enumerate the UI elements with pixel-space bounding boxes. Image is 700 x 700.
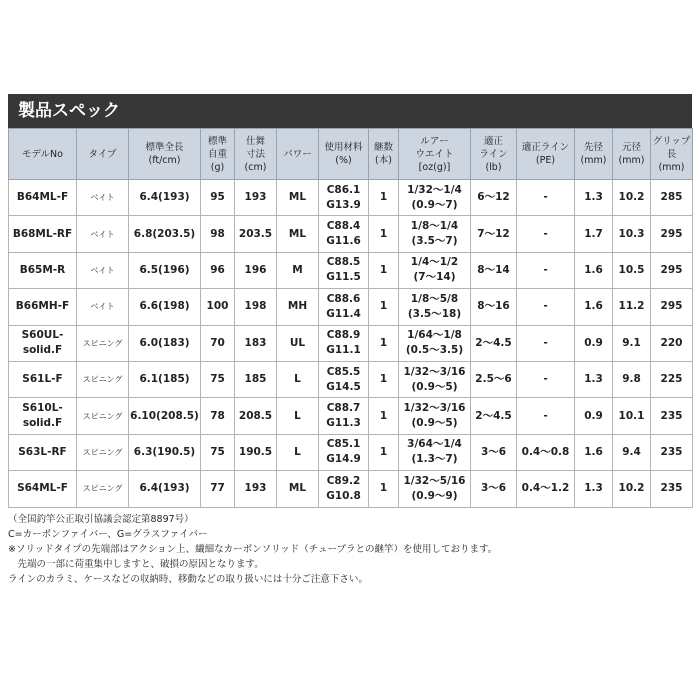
material-cell-line: G14.5 xyxy=(326,380,361,393)
lure-weight-cell xyxy=(399,434,471,470)
material-cell-line: C88.5 xyxy=(326,256,361,269)
pieces-cell: 1 xyxy=(369,471,399,507)
column-header xyxy=(235,129,277,180)
column-header xyxy=(399,129,471,180)
header-label: 長 xyxy=(666,148,677,160)
line-pe-cell: 0.4～1.2 xyxy=(517,471,575,507)
closed-length-cell: 183 xyxy=(235,325,277,361)
material-cell xyxy=(319,471,369,507)
power-cell: L xyxy=(277,398,319,434)
material-cell xyxy=(319,361,369,397)
header-label: グリップ xyxy=(652,135,691,147)
model-cell-line: S64ML-F xyxy=(17,482,68,495)
model-cell xyxy=(9,252,77,288)
butt-diameter-cell: 9.1 xyxy=(613,325,651,361)
footnote-line: ※ソリッドタイプの先端部はアクション上、繊細なカーボンソリッド（チューブラとの継竿）を使用しております。 xyxy=(8,544,498,555)
column-header xyxy=(77,129,129,180)
lure-weight-cell-line: (3.5～7) xyxy=(411,235,458,248)
header-label: (本) xyxy=(375,155,392,166)
material-cell-line: G11.3 xyxy=(326,417,361,430)
butt-diameter-cell: 10.2 xyxy=(613,471,651,507)
lure-weight-cell xyxy=(399,289,471,325)
type-cell: スピニング xyxy=(77,434,129,470)
length-cell: 6.8(203.5) xyxy=(129,216,201,252)
grip-length-cell: 235 xyxy=(651,434,693,470)
footnote-line: C=カーボンファイバー、G=グラスファイバー xyxy=(8,529,208,540)
power-cell: L xyxy=(277,434,319,470)
weight-cell: 77 xyxy=(201,471,235,507)
power-cell: L xyxy=(277,361,319,397)
butt-diameter-cell: 9.4 xyxy=(613,434,651,470)
tip-diameter-cell: 0.9 xyxy=(575,325,613,361)
type-cell: スピニング xyxy=(77,361,129,397)
lure-weight-cell-line: (0.9～5) xyxy=(411,417,458,430)
lure-weight-cell-line: (0.9～9) xyxy=(411,489,458,502)
lure-weight-cell-line: 1/8～5/8 xyxy=(410,292,459,305)
footnotes xyxy=(8,512,692,587)
table-row xyxy=(9,434,693,470)
lure-weight-cell-line: 1/8～1/4 xyxy=(410,220,459,233)
pieces-cell: 1 xyxy=(369,289,399,325)
header-label: (mm) xyxy=(658,161,685,173)
line-pe-cell: - xyxy=(517,325,575,361)
material-cell-line: C88.9 xyxy=(326,329,361,342)
closed-length-cell: 193 xyxy=(235,471,277,507)
header-label: [oz(g)] xyxy=(418,161,451,173)
pieces-cell: 1 xyxy=(369,216,399,252)
header-row xyxy=(9,129,693,180)
line-lb-cell: 2.5～6 xyxy=(471,361,517,397)
line-lb-cell: 8～14 xyxy=(471,252,517,288)
header-label: ルアー xyxy=(420,135,449,147)
grip-length-cell: 220 xyxy=(651,325,693,361)
header-label: 寸法 xyxy=(245,148,265,160)
weight-cell: 100 xyxy=(201,289,235,325)
weight-cell: 95 xyxy=(201,180,235,216)
spec-body xyxy=(9,180,693,508)
type-cell: ベイト xyxy=(77,216,129,252)
butt-diameter-cell: 11.2 xyxy=(613,289,651,325)
tip-diameter-cell: 1.3 xyxy=(575,361,613,397)
butt-diameter-cell: 10.1 xyxy=(613,398,651,434)
weight-cell: 96 xyxy=(201,252,235,288)
material-cell-line: C88.7 xyxy=(326,402,361,415)
model-cell xyxy=(9,180,77,216)
line-pe-cell: - xyxy=(517,398,575,434)
column-header xyxy=(613,129,651,180)
type-cell: ベイト xyxy=(77,289,129,325)
lure-weight-cell-line: 1/32～1/4 xyxy=(407,183,462,196)
tip-diameter-cell: 1.7 xyxy=(575,216,613,252)
column-header xyxy=(129,129,201,180)
model-cell-line: B64ML-F xyxy=(16,191,69,204)
tip-diameter-cell: 1.6 xyxy=(575,434,613,470)
lure-weight-cell-line: (7～14) xyxy=(413,271,456,284)
column-header xyxy=(651,129,693,180)
header-label: (g) xyxy=(210,161,225,173)
lure-weight-cell-line: 1/32～3/16 xyxy=(403,365,466,378)
header-label: モデルNo xyxy=(22,148,63,160)
model-cell-line: S610L- xyxy=(22,402,63,415)
line-pe-cell: - xyxy=(517,289,575,325)
table-row xyxy=(9,289,693,325)
lure-weight-cell xyxy=(399,180,471,216)
pieces-cell: 1 xyxy=(369,361,399,397)
model-cell-line: B65M-R xyxy=(19,263,66,276)
footnote-line: ラインのカラミ、ケースなどの収納時、移動などの取り扱いには十分ご注意下さい。 xyxy=(8,574,368,585)
model-cell xyxy=(9,216,77,252)
header-label: ライン xyxy=(479,148,508,160)
material-cell xyxy=(319,289,369,325)
lure-weight-cell-line: 1/32～5/16 xyxy=(403,474,466,487)
butt-diameter-cell: 9.8 xyxy=(613,361,651,397)
header-label: 標準 xyxy=(207,135,227,147)
length-cell: 6.3(190.5) xyxy=(129,434,201,470)
header-label: ウエイト xyxy=(415,148,454,160)
model-cell-line: solid.F xyxy=(22,417,63,430)
model-cell xyxy=(9,471,77,507)
lure-weight-cell-line: 1/32～3/16 xyxy=(403,402,466,415)
header-label: (ft/cm) xyxy=(148,155,181,166)
power-cell: ML xyxy=(277,471,319,507)
header-label: 継数 xyxy=(373,142,393,153)
tip-diameter-cell: 1.3 xyxy=(575,471,613,507)
power-cell: M xyxy=(277,252,319,288)
closed-length-cell: 193 xyxy=(235,180,277,216)
weight-cell: 98 xyxy=(201,216,235,252)
model-cell-line: B66MH-F xyxy=(15,300,70,313)
spec-table xyxy=(8,128,693,508)
material-cell-line: G13.9 xyxy=(326,198,361,211)
line-lb-cell: 2～4.5 xyxy=(471,325,517,361)
grip-length-cell: 295 xyxy=(651,252,693,288)
header-label: (cm) xyxy=(244,161,267,173)
header-label: (mm) xyxy=(580,155,607,166)
model-cell xyxy=(9,398,77,434)
grip-length-cell: 285 xyxy=(651,180,693,216)
length-cell: 6.5(196) xyxy=(129,252,201,288)
tip-diameter-cell: 1.6 xyxy=(575,252,613,288)
table-row xyxy=(9,471,693,507)
material-cell-line: C89.2 xyxy=(326,474,361,487)
model-cell-line: B68ML-RF xyxy=(12,227,73,240)
line-lb-cell: 3～6 xyxy=(471,471,517,507)
material-cell-line: C85.5 xyxy=(326,365,361,378)
header-label: (PE) xyxy=(535,155,556,166)
pieces-cell: 1 xyxy=(369,398,399,434)
butt-diameter-cell: 10.5 xyxy=(613,252,651,288)
line-lb-cell: 7～12 xyxy=(471,216,517,252)
material-cell-line: C88.4 xyxy=(326,220,361,233)
header-label: 自重 xyxy=(207,148,227,160)
grip-length-cell: 235 xyxy=(651,471,693,507)
table-row xyxy=(9,252,693,288)
column-header xyxy=(277,129,319,180)
table-row xyxy=(9,216,693,252)
power-cell: ML xyxy=(277,216,319,252)
line-pe-cell: - xyxy=(517,252,575,288)
model-cell-line: S63L-RF xyxy=(18,445,67,458)
material-cell-line: G10.8 xyxy=(326,489,361,502)
lure-weight-cell xyxy=(399,471,471,507)
header-label: パワー xyxy=(283,148,312,160)
column-header xyxy=(319,129,369,180)
lure-weight-cell-line: (1.3～7) xyxy=(411,453,458,466)
type-cell: スピニング xyxy=(77,325,129,361)
lure-weight-cell-line: 3/64～1/4 xyxy=(407,438,462,451)
lure-weight-cell-line: (0.5～3.5) xyxy=(405,344,464,357)
lure-weight-cell-line: (3.5～18) xyxy=(407,307,462,320)
material-cell-line: C85.1 xyxy=(326,438,361,451)
grip-length-cell: 295 xyxy=(651,216,693,252)
length-cell: 6.0(183) xyxy=(129,325,201,361)
lure-weight-cell xyxy=(399,325,471,361)
power-cell: ML xyxy=(277,180,319,216)
column-header xyxy=(471,129,517,180)
model-cell-line: S61L-F xyxy=(22,373,63,386)
material-cell-line: G11.5 xyxy=(326,271,361,284)
power-cell: MH xyxy=(277,289,319,325)
column-header xyxy=(9,129,77,180)
material-cell-line: C86.1 xyxy=(326,183,361,196)
pieces-cell: 1 xyxy=(369,252,399,288)
column-header xyxy=(517,129,575,180)
pieces-cell: 1 xyxy=(369,180,399,216)
table-row xyxy=(9,180,693,216)
material-cell-line: G14.9 xyxy=(326,453,361,466)
tip-diameter-cell: 1.6 xyxy=(575,289,613,325)
weight-cell: 75 xyxy=(201,434,235,470)
line-pe-cell: - xyxy=(517,216,575,252)
model-cell-line: S60UL- xyxy=(21,329,64,342)
line-lb-cell: 6～12 xyxy=(471,180,517,216)
material-cell-line: G11.4 xyxy=(326,307,361,320)
column-header xyxy=(369,129,399,180)
model-cell xyxy=(9,361,77,397)
header-label: 仕舞 xyxy=(245,135,265,147)
power-cell: UL xyxy=(277,325,319,361)
pieces-cell: 1 xyxy=(369,434,399,470)
lure-weight-cell-line: 1/4～1/2 xyxy=(410,256,459,269)
material-cell xyxy=(319,180,369,216)
type-cell: ベイト xyxy=(77,252,129,288)
material-cell-line: G11.1 xyxy=(326,344,361,357)
header-label: 使用材料 xyxy=(324,142,363,153)
table-row xyxy=(9,361,693,397)
material-cell xyxy=(319,325,369,361)
section-title: 製品スペック xyxy=(8,94,692,128)
type-cell: スピニング xyxy=(77,398,129,434)
footnote-line: 先端の一部に荷重集中しますと、破損の原因となります。 xyxy=(8,559,264,570)
type-cell: スピニング xyxy=(77,471,129,507)
lure-weight-cell xyxy=(399,398,471,434)
model-cell xyxy=(9,434,77,470)
lure-weight-cell-line: 1/64～1/8 xyxy=(407,329,462,342)
material-cell xyxy=(319,252,369,288)
model-cell-line: solid.F xyxy=(22,344,63,357)
butt-diameter-cell: 10.2 xyxy=(613,180,651,216)
closed-length-cell: 190.5 xyxy=(235,434,277,470)
length-cell: 6.1(185) xyxy=(129,361,201,397)
grip-length-cell: 225 xyxy=(651,361,693,397)
grip-length-cell: 235 xyxy=(651,398,693,434)
line-lb-cell: 3～6 xyxy=(471,434,517,470)
line-lb-cell: 8～16 xyxy=(471,289,517,325)
weight-cell: 75 xyxy=(201,361,235,397)
material-cell xyxy=(319,434,369,470)
material-cell-line: C88.6 xyxy=(326,292,361,305)
material-cell xyxy=(319,216,369,252)
closed-length-cell: 203.5 xyxy=(235,216,277,252)
closed-length-cell: 198 xyxy=(235,289,277,325)
closed-length-cell: 185 xyxy=(235,361,277,397)
column-header xyxy=(575,129,613,180)
lure-weight-cell xyxy=(399,361,471,397)
line-pe-cell: 0.4～0.8 xyxy=(517,434,575,470)
weight-cell: 70 xyxy=(201,325,235,361)
header-label: 適正ライン xyxy=(521,142,570,153)
header-label: 標準全長 xyxy=(145,142,184,153)
tip-diameter-cell: 1.3 xyxy=(575,180,613,216)
type-cell: ベイト xyxy=(77,180,129,216)
butt-diameter-cell: 10.3 xyxy=(613,216,651,252)
table-row xyxy=(9,325,693,361)
column-header xyxy=(201,129,235,180)
weight-cell: 78 xyxy=(201,398,235,434)
length-cell: 6.6(198) xyxy=(129,289,201,325)
lure-weight-cell xyxy=(399,216,471,252)
closed-length-cell: 196 xyxy=(235,252,277,288)
length-cell: 6.10(208.5) xyxy=(129,398,201,434)
lure-weight-cell-line: (0.9～7) xyxy=(411,198,458,211)
tip-diameter-cell: 0.9 xyxy=(575,398,613,434)
header-label: 適正 xyxy=(483,135,503,147)
header-label: 先径 xyxy=(583,142,603,153)
header-label: 元径 xyxy=(621,142,641,153)
model-cell xyxy=(9,325,77,361)
line-lb-cell: 2～4.5 xyxy=(471,398,517,434)
lure-weight-cell xyxy=(399,252,471,288)
grip-length-cell: 295 xyxy=(651,289,693,325)
line-pe-cell: - xyxy=(517,361,575,397)
table-row xyxy=(9,398,693,434)
header-label: (mm) xyxy=(618,155,645,166)
material-cell xyxy=(319,398,369,434)
length-cell: 6.4(193) xyxy=(129,471,201,507)
header-label: (lb) xyxy=(485,161,502,173)
line-pe-cell: - xyxy=(517,180,575,216)
pieces-cell: 1 xyxy=(369,325,399,361)
closed-length-cell: 208.5 xyxy=(235,398,277,434)
header-label: タイプ xyxy=(88,148,117,160)
lure-weight-cell-line: (0.9～5) xyxy=(411,380,458,393)
material-cell-line: G11.6 xyxy=(326,235,361,248)
footnote-line: （全国釣竿公正取引協議会認定第8897号） xyxy=(8,514,194,525)
model-cell xyxy=(9,289,77,325)
length-cell: 6.4(193) xyxy=(129,180,201,216)
header-label: (%) xyxy=(335,155,352,166)
